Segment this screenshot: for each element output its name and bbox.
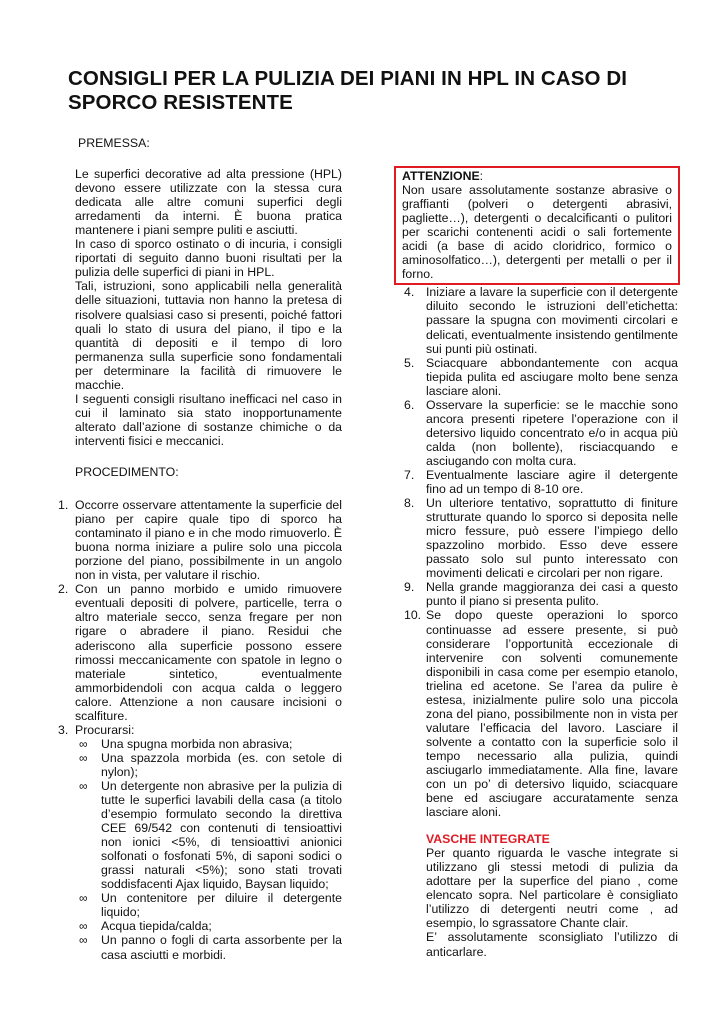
vasche-paragraph: Per quanto riguarda le vasche integrate si utilizzano gli stessi metodi di pulizia da adottare per la superfice del piano , come elencato sopra. Nel particolare è consigliato l’utilizzo di detergenti neutri come , ad esempio, lo sgrassatore Chante clair.	[426, 846, 678, 931]
step-item	[396, 356, 678, 398]
infinity-bullet-icon: ∞	[79, 736, 88, 751]
step-item	[396, 608, 678, 819]
list-item-text: Una spugna morbida non abrasiva;	[101, 736, 293, 751]
step-number: 5.	[404, 355, 415, 370]
step-text: Sciacquare abbondantemente con acqua tiepida pulita ed asciugare molto bene senza lasciare aloni.	[426, 355, 678, 398]
procurarsi-list	[75, 737, 342, 962]
step-number: 9.	[404, 580, 415, 595]
step-text: Procurarsi:	[75, 722, 135, 737]
intro-paragraph: Tali, istruzioni, sono applicabili nella generalità delle situazioni, tuttavia non hanno la pretesa di risolvere qualsiasi caso si presenti, poiché fattori quali lo stato di usura del piano, il tipo e la quantità di depositi e il tempo di loro permanenza sulla superficie sono fondamentali per determinare la facilità di rimuovere le macchie.	[75, 279, 342, 392]
step-text: Iniziare a lavare la superficie con il detergente diluito secondo le istruzioni dell’etichetta: passare la spugna con movimenti circolari e delicati, eventualmente insistendo gentilmente sui punti più ostinati.	[426, 285, 678, 356]
infinity-bullet-icon: ∞	[79, 750, 88, 765]
step-item	[58, 498, 342, 582]
list-item	[75, 919, 342, 933]
list-item-text: Acqua tiepida/calda;	[101, 919, 212, 934]
vasche-heading: VASCHE INTEGRATE	[426, 832, 550, 847]
step-number: 6.	[404, 397, 415, 412]
step-text: Se dopo queste operazioni lo sporco continuasse ad essere presente, si può considerare l’opportunità eccezionale di intervenire con solventi comunemente disponibili in casa come per esempio etanolo, trielina ed acetone. Se l’area da pulire è estesa, inizialmente pulire solo una piccola zona del piano, possibilmente non in vista per valutare l’efficacia del lavoro. Lasciare il solvente a contatto con la superficie solo il tempo necessario alla pulizia, quindi asciugarlo immediatamente. Alla fine, lavare con un po’ di detersivo liquido, sciacquare bene ed asciugare accuratamente senza lasciare aloni.	[426, 608, 678, 820]
step-text: Osservare la superficie: se le macchie sono ancora presenti ripetere l’operazione con il detersivo liquido concentrato e/o in acqua più calda (non bollente), risciacquando e asciugando con molta cura.	[426, 397, 678, 468]
vasche-paragraph: E’ assolutamente sconsigliato l’utilizzo di anticarlare.	[426, 930, 678, 959]
list-item-text: Un contenitore per diluire il detergente liquido;	[101, 891, 342, 920]
step-number: 10.	[404, 608, 422, 623]
step-item	[58, 723, 342, 962]
attenzione-text: Non usare assolutamente sostanze abrasive o graffianti (polveri o detergenti abrasivi, pagliette…), detergenti o decalcificanti o pulitori per scarichi contenenti acidi o sali fortemente acidi (a base di acido cloridrico, formico o aminosolfatico…), detergenti per metalli o per il forno.	[402, 183, 672, 282]
list-item	[75, 779, 342, 891]
list-item	[75, 737, 342, 751]
infinity-bullet-icon: ∞	[79, 933, 88, 948]
infinity-bullet-icon: ∞	[79, 919, 88, 934]
list-item-text: Un panno o fogli di carta assorbente per la casa asciutti e morbidi.	[101, 933, 342, 962]
step-number: 3.	[58, 722, 69, 737]
intro-section	[58, 167, 342, 448]
step-text: Eventualmente lasciare agire il detergente fino ad un tempo di 8-10 ore.	[426, 467, 678, 497]
step-item	[58, 582, 342, 722]
intro-paragraph: I seguenti consigli risultano inefficaci nel caso in cui il laminato sia stato inopportunamente alterato dall’azione di sostanze chimiche o da interventi fisici e meccanici.	[75, 391, 342, 448]
intro-paragraph: In caso di sporco ostinato o di incuria, i consigli riportati di seguito danno buoni risultati per la pulizia delle superfici di piani in HPL.	[75, 237, 342, 280]
list-item-text: Un detergente non abrasive per la pulizia di tutte le superfici lavabili della casa (a titolo d’esempio formulato secondo la direttiva CEE 69/542 con contenuti di tensioattivi non ionici <5%, di tensioattivi anionici solfonati o fosfonati 5%, di saponi sodici o grassi naturali <5%); sono stati trovati soddisfacenti Ajax liquido, Baysan liquido;	[101, 778, 342, 892]
list-item	[75, 891, 342, 919]
list-item-text: Una spazzola morbida (es. con setole di nylon);	[101, 750, 342, 779]
page-title: CONSIGLI PER LA PULIZIA DEI PIANI IN HPL IN CASO DI SPORCO RESISTENTE	[68, 67, 628, 114]
intro-paragraph: Le superfici decorative ad alta pressione (HPL) devono essere utilizzate con la stessa cura dedicata alle altre comuni superfici degli arredamenti da interni. È buona pratica mantenere i piani sempre puliti e asciutti.	[75, 167, 342, 238]
step-number: 4.	[404, 285, 415, 300]
procedimento-heading: PROCEDIMENTO:	[75, 464, 179, 479]
step-text: Un ulteriore tentativo, soprattutto di finiture strutturate quando lo sporco si deposita nelle micro fessure, può essere l’impiego dello spazzolino morbido. Esso deve essere passato solo sul punto interessato con movimenti delicati e circolari per non rigare.	[426, 496, 678, 581]
step-number: 8.	[404, 496, 415, 511]
attenzione-label: ATTENZIONE	[402, 169, 480, 183]
step-text: Occorre osservare attentamente la superficie del piano per capire quale tipo di sporco ha contaminato il piano e in che modo rimuoverlo. È buona norma iniziare a pulire solo una piccola porzione del piano, possibilmente in un angolo non in vista, per valutare il rischio.	[75, 498, 342, 583]
step-text: Nella grande maggioranza dei casi a questo punto il piano si presenta pulito.	[426, 580, 678, 609]
step-number: 1.	[58, 498, 69, 513]
vasche-section	[426, 832, 678, 958]
steps-list-left	[58, 498, 342, 962]
infinity-bullet-icon: ∞	[79, 891, 88, 906]
attenzione-colon: :	[479, 169, 484, 183]
premessa-heading: PREMESSA:	[78, 136, 150, 150]
step-number: 7.	[404, 467, 415, 482]
attenzione-box	[394, 166, 680, 285]
steps-list-right	[396, 285, 678, 819]
infinity-bullet-icon: ∞	[79, 778, 88, 793]
step-item	[396, 468, 678, 496]
list-item	[75, 933, 342, 961]
step-item	[396, 398, 678, 468]
step-number: 2.	[58, 582, 69, 597]
list-item	[75, 751, 342, 779]
step-item	[396, 285, 678, 355]
left-column	[58, 136, 342, 962]
step-item	[396, 496, 678, 580]
step-item	[396, 580, 678, 608]
right-column	[396, 166, 678, 959]
step-text: Con un panno morbido e umido rimuovere eventuali depositi di polvere, particelle, terra o altro materiale secco, senza fregare per non rigare o abradere il piano. Residui che aderiscono alla superficie possono essere rimossi meccanicamente con spatole in legno o materiale sintetico, eventualmente ammorbidendoli con acqua calda o leggero calore. Attenzione a non causare incisioni o scalfiture.	[75, 582, 342, 723]
